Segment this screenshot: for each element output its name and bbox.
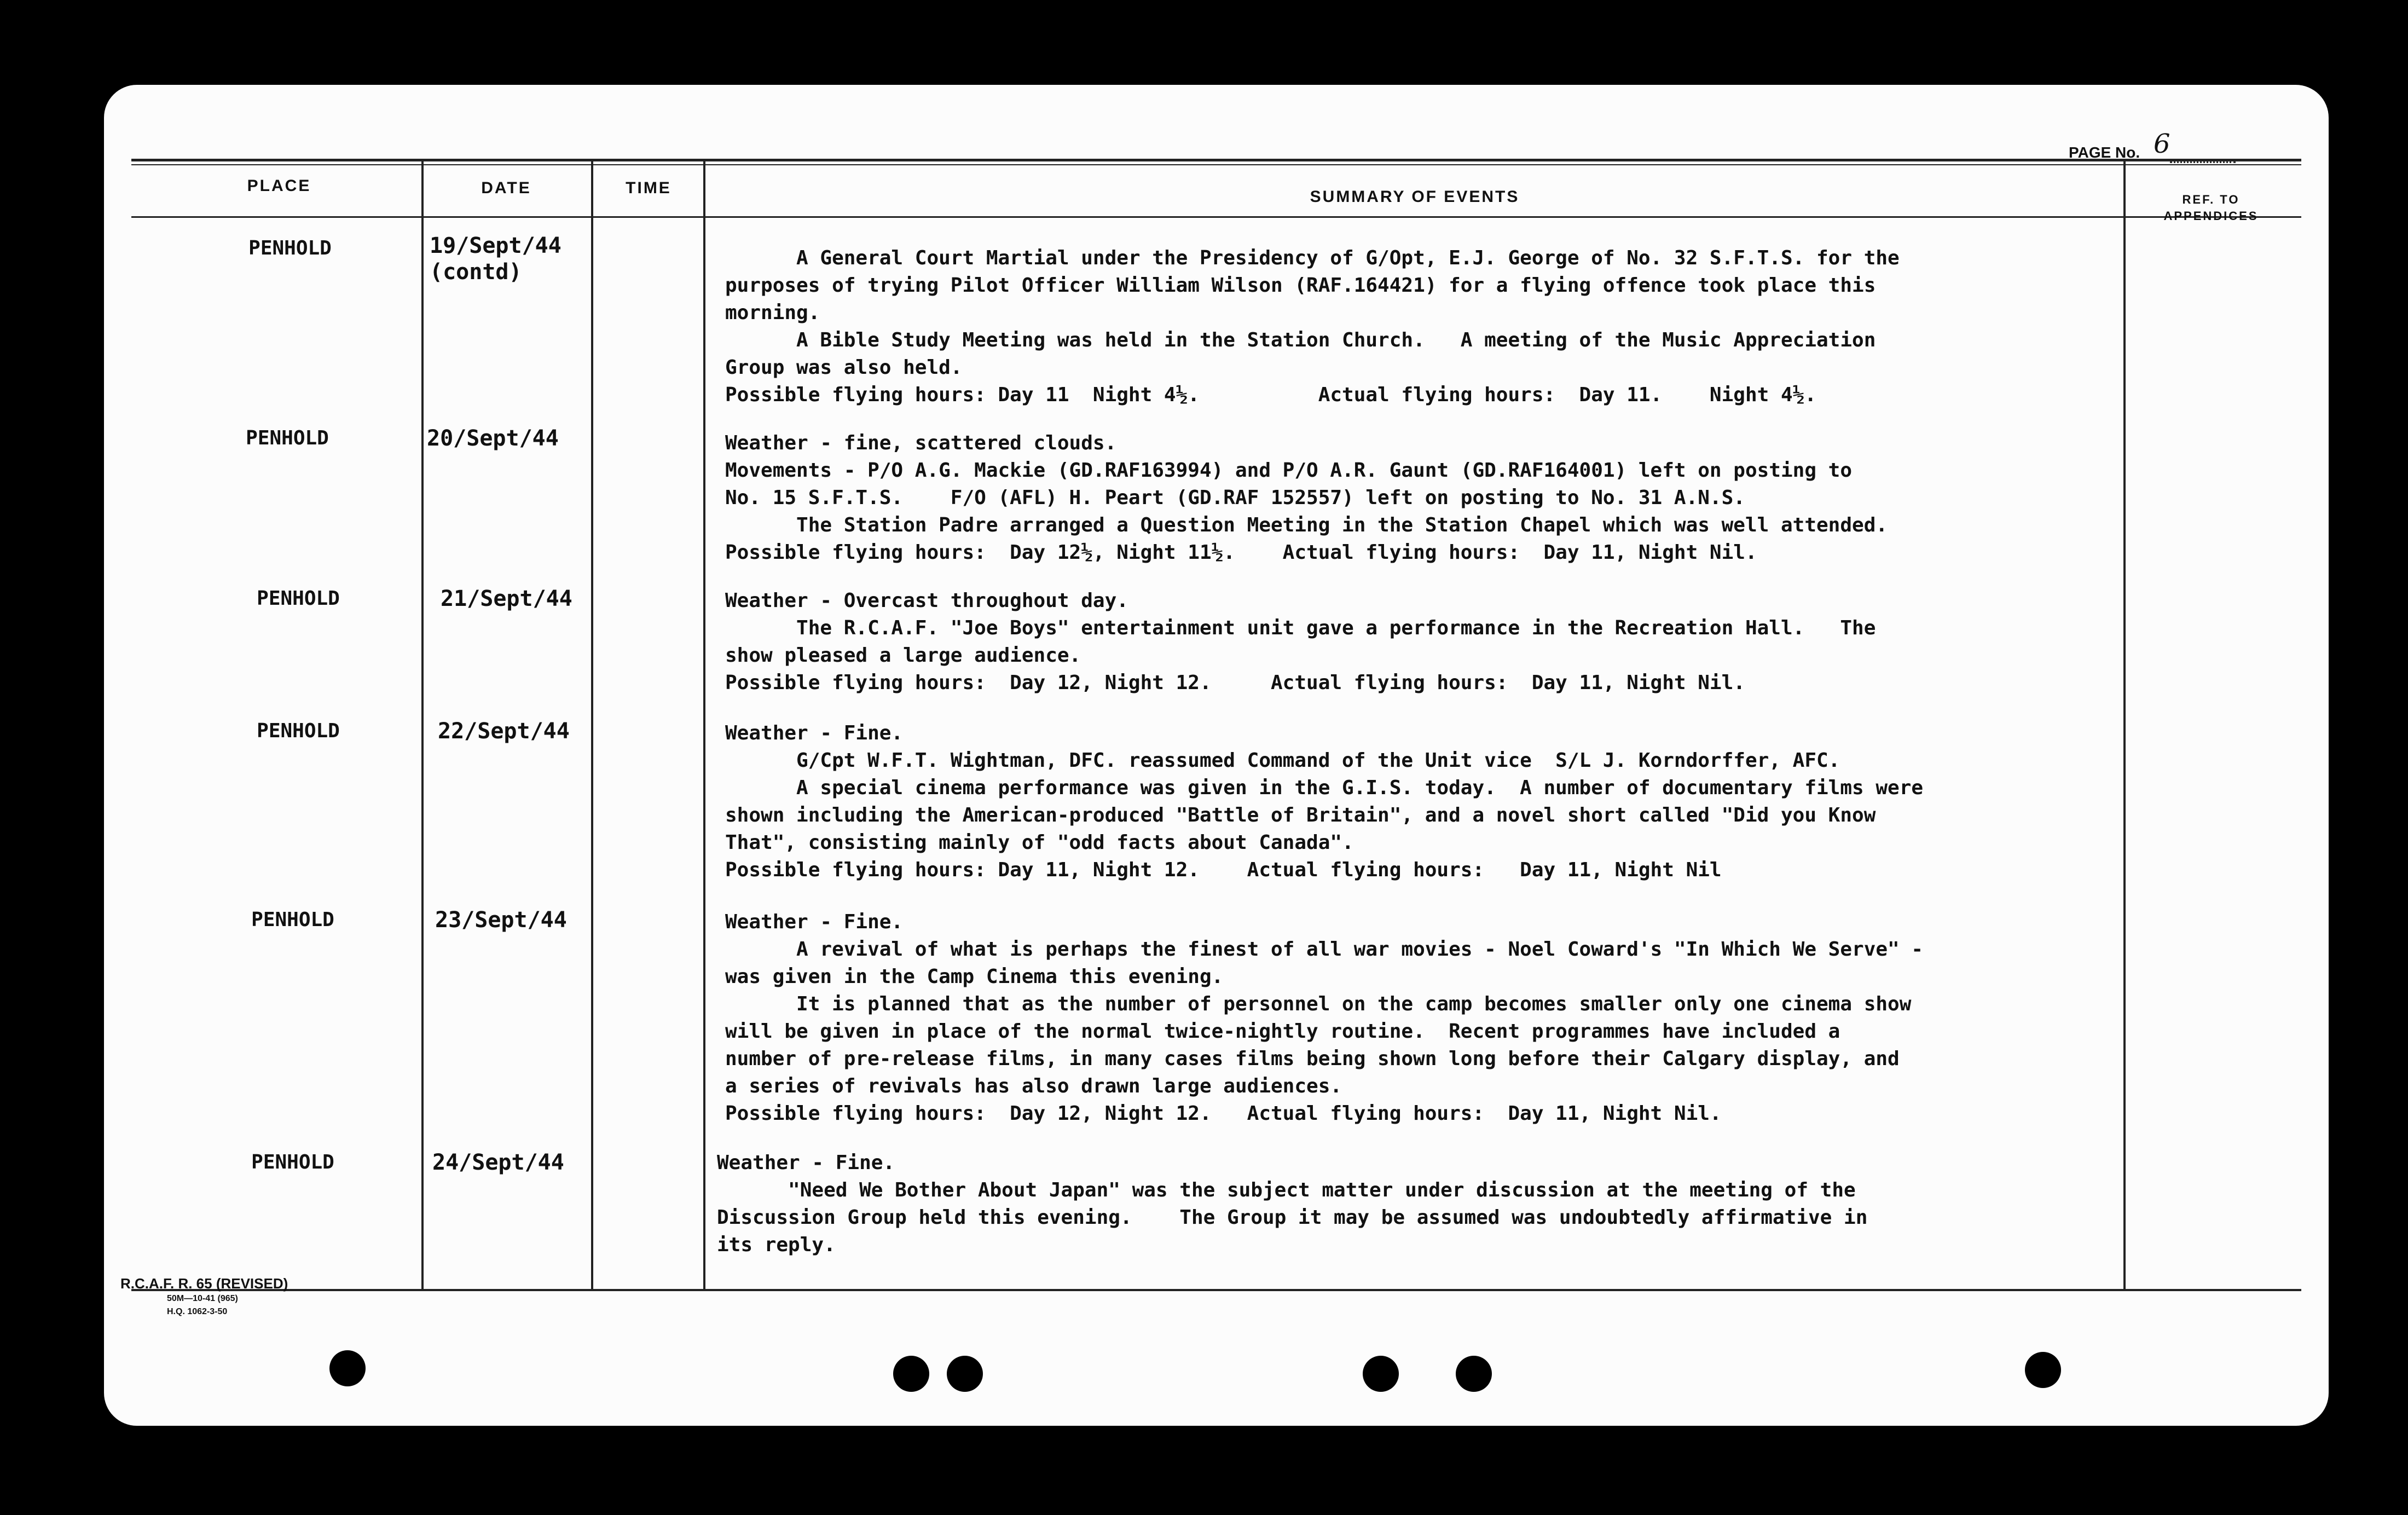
entry-date: 22/Sept/44 <box>438 719 570 744</box>
summary-line: A revival of what is perhaps the finest of all war movies - Noel Coward's "In Which We Serve" - <box>725 938 1924 961</box>
summary-line: No. 15 S.F.T.S. F/O (AFL) H. Peart (GD.RAF 152557) left on posting to No. 31 A.N.S. <box>725 487 1745 509</box>
punch-hole <box>1456 1356 1492 1392</box>
form-code <box>120 1275 288 1319</box>
entry-place: PENHOLD <box>251 1151 334 1173</box>
entry-date: 20/Sept/44 <box>427 426 559 451</box>
summary-line: It is planned that as the number of personnel on the camp becomes smaller only one cinema show <box>725 993 1912 1015</box>
header-ref-appendices: REF. TO APPENDICES <box>2163 193 2259 223</box>
summary-line: morning. <box>725 302 820 324</box>
col-rule-time <box>703 161 705 1289</box>
summary-line: was given in the Camp Cinema this evening. <box>725 965 1224 988</box>
col-rule-place <box>421 161 424 1289</box>
header-date: DATE <box>481 179 531 197</box>
summary-line: number of pre-release films, in many cases films being shown long before their Calgary display, and <box>725 1048 1900 1070</box>
entry-summary <box>717 1149 2162 1259</box>
summary-line: Group was also held. <box>725 356 963 379</box>
summary-line: shown including the American-produced "Battle of Britain", and a novel short called "Did you Know <box>725 804 1876 826</box>
summary-line: Movements - P/O A.G. Mackie (GD.RAF163994) and P/O A.R. Gaunt (GD.RAF164001) left on posting to <box>725 459 1853 482</box>
summary-line: Weather - Fine. <box>725 722 904 744</box>
summary-line: The Station Padre arranged a Question Meeting in the Station Chapel which was well attended. <box>725 514 1888 536</box>
form-code-hq-number: H.Q. 1062-3-50 <box>167 1307 228 1316</box>
page-number-label: PAGE No. <box>2069 144 2140 161</box>
summary-line: A Bible Study Meeting was held in the Station Church. A meeting of the Music Appreciation <box>725 329 1876 351</box>
summary-line: Weather - Fine. <box>725 911 904 933</box>
punch-hole <box>947 1356 983 1392</box>
summary-line: G/Cpt W.F.T. Wightman, DFC. reassumed Command of the Unit vice S/L J. Korndorffer, AFC. <box>725 749 1840 772</box>
punch-hole <box>1363 1356 1399 1392</box>
summary-line: Possible flying hours: Day 12, Night 12. Actual flying hours: Day 11, Night Nil. <box>725 672 1745 694</box>
record-card <box>104 85 2329 1426</box>
summary-line: A special cinema performance was given in the G.I.S. today. A number of documentary films were <box>725 777 1924 799</box>
footer-rule <box>131 1289 2301 1291</box>
page-number-dots <box>2170 161 2236 163</box>
punch-hole <box>893 1356 929 1392</box>
header-place: PLACE <box>247 177 311 195</box>
summary-line: A General Court Martial under the Presidency of G/Opt, E.J. George of No. 32 S.F.T.S. for the <box>725 247 1900 269</box>
entry-summary <box>725 587 2170 697</box>
entry-summary <box>725 909 2170 1127</box>
summary-line: will be given in place of the normal twice-nightly routine. Recent programmes have included a <box>725 1020 1840 1043</box>
summary-line: Possible flying hours: Day 11 Night 4½. Actual flying hours: Day 11. Night 4½. <box>725 384 1816 406</box>
summary-line: The R.C.A.F. "Joe Boys" entertainment unit gave a performance in the Recreation Hall. The <box>725 617 1876 639</box>
punch-hole <box>2025 1352 2061 1388</box>
header-bottom-rule <box>131 216 2301 218</box>
summary-line: Possible flying hours: Day 12½, Night 11½. Actual flying hours: Day 11, Night Nil. <box>725 541 1757 564</box>
form-code-title: R.C.A.F. R. 65 (REVISED) <box>120 1275 288 1292</box>
entry-place: PENHOLD <box>257 587 340 610</box>
punch-hole <box>329 1350 366 1386</box>
entry-place: PENHOLD <box>246 427 329 449</box>
summary-line: Weather - Overcast throughout day. <box>725 589 1128 612</box>
entry-summary <box>725 720 2170 884</box>
summary-line: Discussion Group held this evening. The Group it may be assumed was undoubtedly affirmative in <box>717 1206 1868 1229</box>
summary-line: "Need We Bother About Japan" was the subject matter under discussion at the meeting of the <box>717 1179 1856 1201</box>
summary-line: Possible flying hours: Day 11, Night 12. Actual flying hours: Day 11, Night Nil <box>725 859 1722 881</box>
summary-line: a series of revivals has also drawn large audiences. <box>725 1075 1342 1097</box>
summary-line: purposes of trying Pilot Officer William Wilson (RAF.164421) for a flying offence took place this <box>725 274 1876 297</box>
entry-date: 19/Sept/44 (contd) <box>430 233 562 285</box>
summary-line: Weather - fine, scattered clouds. <box>725 432 1117 454</box>
entry-place: PENHOLD <box>251 909 334 931</box>
entry-place: PENHOLD <box>248 237 332 259</box>
top-rule-thin <box>131 164 2301 165</box>
header-summary: SUMMARY OF EVENTS <box>1310 188 1520 206</box>
summary-line: its reply. <box>717 1234 836 1256</box>
summary-line: That", consisting mainly of "odd facts about Canada". <box>725 831 1354 854</box>
summary-line: Weather - Fine. <box>717 1152 895 1174</box>
header-time: TIME <box>626 179 672 197</box>
entry-date: 24/Sept/44 <box>432 1150 564 1175</box>
form-code-print-run: 50M—10-41 (965) <box>167 1294 238 1303</box>
entry-summary <box>725 245 2170 409</box>
summary-line: Possible flying hours: Day 12, Night 12. Actual flying hours: Day 11, Night Nil. <box>725 1102 1722 1125</box>
summary-line: show pleased a large audience. <box>725 644 1081 667</box>
entry-date: 21/Sept/44 <box>441 586 572 611</box>
page-number: 6 <box>2154 129 2170 159</box>
entry-place: PENHOLD <box>257 720 340 742</box>
top-rule <box>131 159 2301 161</box>
entry-date: 23/Sept/44 <box>435 907 567 933</box>
entry-summary <box>725 430 2170 566</box>
